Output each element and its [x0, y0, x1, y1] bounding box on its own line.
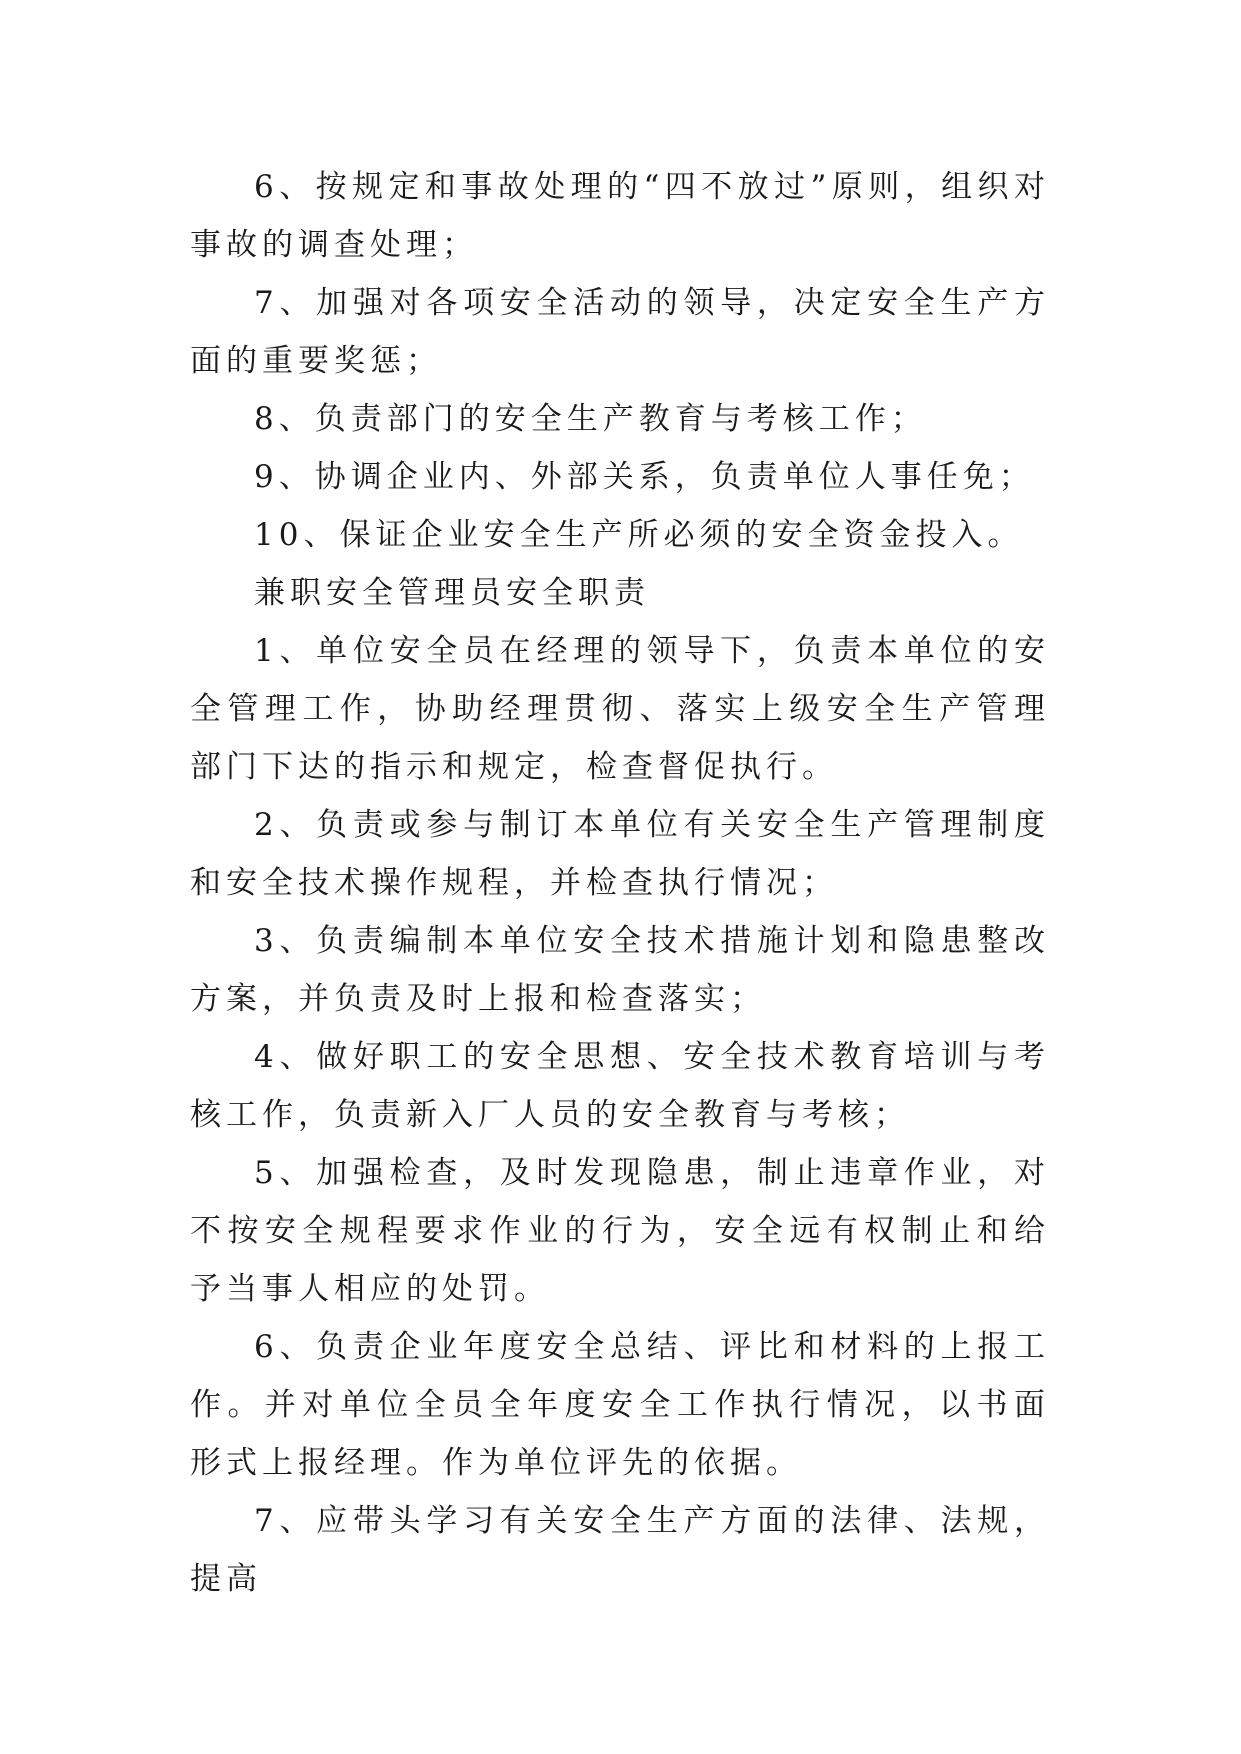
paragraph-6: 6、按规定和事故处理的“四不放过”原则，组织对事故的调查处理；	[190, 169, 1050, 263]
document-body	[190, 158, 1050, 1608]
duty-paragraph-5: 5、加强检查，及时发现隐患，制止违章作业，对不按安全规程要求作业的行为，安全远有权制止和给予当事人相应的处罚。	[190, 1155, 1050, 1307]
paragraph-10: 10、保证企业安全生产所必须的安全资金投入。	[254, 517, 1024, 553]
duty-paragraph-1: 1、单位安全员在经理的领导下，负责本单位的安全管理工作，协助经理贯彻、落实上级安全生产管理部门下达的指示和规定，检查督促执行。	[190, 633, 1050, 785]
duty-paragraph-7: 7、应带头学习有关安全生产方面的法律、法规，提高	[190, 1503, 1050, 1597]
section-title: 兼职安全管理员安全职责	[254, 575, 650, 611]
duty-paragraph-2: 2、负责或参与制订本单位有关安全生产管理制度和安全技术操作规程，并检查执行情况；	[190, 807, 1050, 901]
duty-paragraph-6: 6、负责企业年度安全总结、评比和材料的上报工作。并对单位全员全年度安全工作执行情况，以书面形式上报经理。作为单位评先的依据。	[190, 1329, 1050, 1481]
duty-paragraph-4: 4、做好职工的安全思想、安全技术教育培训与考核工作，负责新入厂人员的安全教育与考核；	[190, 1039, 1050, 1133]
paragraph-7: 7、加强对各项安全活动的领导，决定安全生产方面的重要奖惩；	[190, 285, 1050, 379]
paragraph-8: 8、负责部门的安全生产教育与考核工作；	[254, 401, 927, 437]
paragraph-9: 9、协调企业内、外部关系，负责单位人事任免；	[254, 459, 1035, 495]
duty-paragraph-3: 3、负责编制本单位安全技术措施计划和隐患整改方案，并负责及时上报和检查落实；	[190, 923, 1050, 1017]
